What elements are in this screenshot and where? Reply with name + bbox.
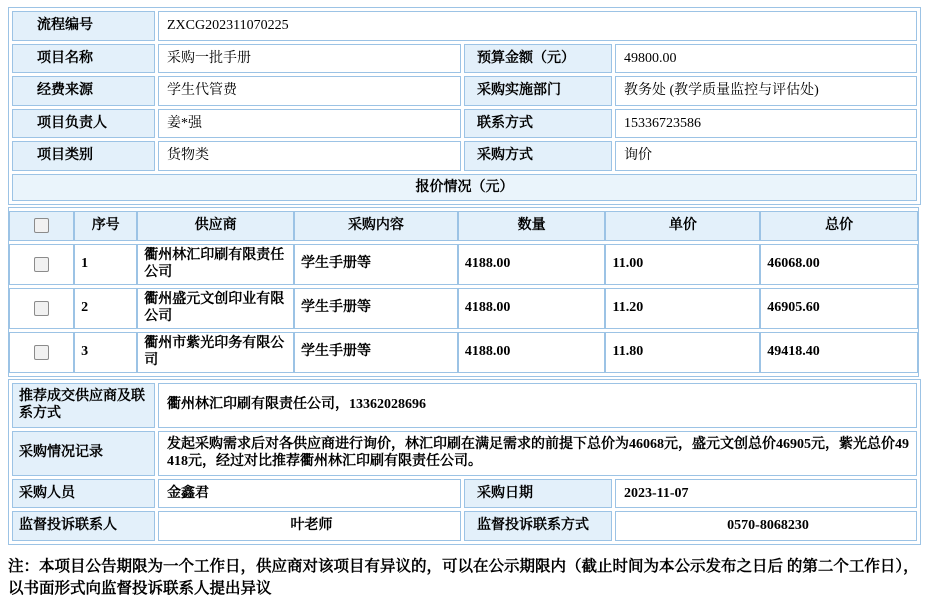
- quote-row: [9, 244, 918, 285]
- content-cell: 学生手册等: [294, 244, 458, 285]
- quote-row: [9, 332, 918, 373]
- table-row: [12, 479, 917, 509]
- purchase-date-label: 采购日期: [464, 479, 612, 509]
- unit-price-cell: 11.80: [605, 332, 760, 373]
- col-header-supplier: 供应商: [137, 211, 294, 241]
- select-all-checkbox[interactable]: [34, 218, 49, 233]
- supplier-cell: 衢州盛元文创印业有限公司: [137, 288, 294, 329]
- quote-row: [9, 288, 918, 329]
- record-label: 采购情况记录: [12, 431, 155, 476]
- table-row: [12, 511, 917, 541]
- col-header-quantity: 数量: [458, 211, 606, 241]
- recommended-supplier-value: 衢州林汇印刷有限责任公司，13362028696: [158, 383, 917, 428]
- supplier-cell: 衢州林汇印刷有限责任公司: [137, 244, 294, 285]
- purchase-date-value: 2023-11-07: [615, 479, 917, 509]
- col-header-unit-price: 单价: [605, 211, 760, 241]
- contact-value: 15336723586: [615, 109, 917, 139]
- table-row: [12, 174, 917, 202]
- category-value: 货物类: [158, 141, 461, 171]
- project-info-table: [8, 7, 921, 205]
- summary-table: [8, 379, 921, 545]
- method-label: 采购方式: [464, 141, 612, 171]
- quote-section-banner: 报价情况（元）: [12, 174, 917, 202]
- quantity-cell: 4188.00: [458, 332, 606, 373]
- row-checkbox[interactable]: [34, 301, 49, 316]
- unit-price-cell: 11.20: [605, 288, 760, 329]
- supervisor-contact-value: 叶老师: [158, 511, 461, 541]
- table-row: [12, 44, 917, 74]
- quote-table: [8, 207, 919, 377]
- table-row: [12, 431, 917, 476]
- checkbox-cell: [9, 288, 74, 329]
- quantity-cell: 4188.00: [458, 288, 606, 329]
- project-name-value: 采购一批手册: [158, 44, 461, 74]
- process-no-label: 流程编号: [12, 11, 155, 41]
- quote-header-row: [9, 211, 918, 241]
- buyer-value: 金鑫君: [158, 479, 461, 509]
- department-value: 教务处 (教学质量监控与评估处): [615, 76, 917, 106]
- funding-source-label: 经费来源: [12, 76, 155, 106]
- contact-label: 联系方式: [464, 109, 612, 139]
- total-price-cell: 46068.00: [760, 244, 918, 285]
- checkbox-cell: [9, 332, 74, 373]
- record-value: 发起采购需求后对各供应商进行询价，林汇印刷在满足需求的前提下总价为46068元，盛元文创总价46905元，紫光总价49418元，经过对比推荐衢州林汇印刷有限责任公司。: [158, 431, 917, 476]
- content-cell: 学生手册等: [294, 288, 458, 329]
- process-no-value: ZXCG202311070225: [158, 11, 917, 41]
- row-checkbox[interactable]: [34, 345, 49, 360]
- table-row: [12, 383, 917, 428]
- table-row: [12, 109, 917, 139]
- quantity-cell: 4188.00: [458, 244, 606, 285]
- supplier-cell: 衢州市紫光印务有限公司: [137, 332, 294, 373]
- table-row: [12, 141, 917, 171]
- select-all-cell: [9, 211, 74, 241]
- leader-label: 项目负责人: [12, 109, 155, 139]
- total-price-cell: 46905.60: [760, 288, 918, 329]
- no-cell: 2: [74, 288, 137, 329]
- project-name-label: 项目名称: [12, 44, 155, 74]
- announcement-note: 注：本项目公告期限为一个工作日，供应商对该项目有异议的，可以在公示期限内（截止时间为本公示发布之日后 的第二个工作日），以书面形式向监督投诉联系人提出异议: [8, 557, 919, 597]
- supervisor-phone-label: 监督投诉联系方式: [464, 511, 612, 541]
- budget-label: 预算金额（元）: [464, 44, 612, 74]
- checkbox-cell: [9, 244, 74, 285]
- table-row: [12, 11, 917, 41]
- col-header-content: 采购内容: [294, 211, 458, 241]
- buyer-label: 采购人员: [12, 479, 155, 509]
- department-label: 采购实施部门: [464, 76, 612, 106]
- table-row: [12, 76, 917, 106]
- unit-price-cell: 11.00: [605, 244, 760, 285]
- total-price-cell: 49418.40: [760, 332, 918, 373]
- row-checkbox[interactable]: [34, 257, 49, 272]
- no-cell: 1: [74, 244, 137, 285]
- category-label: 项目类别: [12, 141, 155, 171]
- no-cell: 3: [74, 332, 137, 373]
- col-header-no: 序号: [74, 211, 137, 241]
- leader-value: 姜*强: [158, 109, 461, 139]
- supervisor-phone-value: 0570-8068230: [615, 511, 917, 541]
- budget-value: 49800.00: [615, 44, 917, 74]
- recommended-supplier-label: 推荐成交供应商及联系方式: [12, 383, 155, 428]
- funding-source-value: 学生代管费: [158, 76, 461, 106]
- col-header-total-price: 总价: [760, 211, 918, 241]
- content-cell: 学生手册等: [294, 332, 458, 373]
- method-value: 询价: [615, 141, 917, 171]
- supervisor-contact-label: 监督投诉联系人: [12, 511, 155, 541]
